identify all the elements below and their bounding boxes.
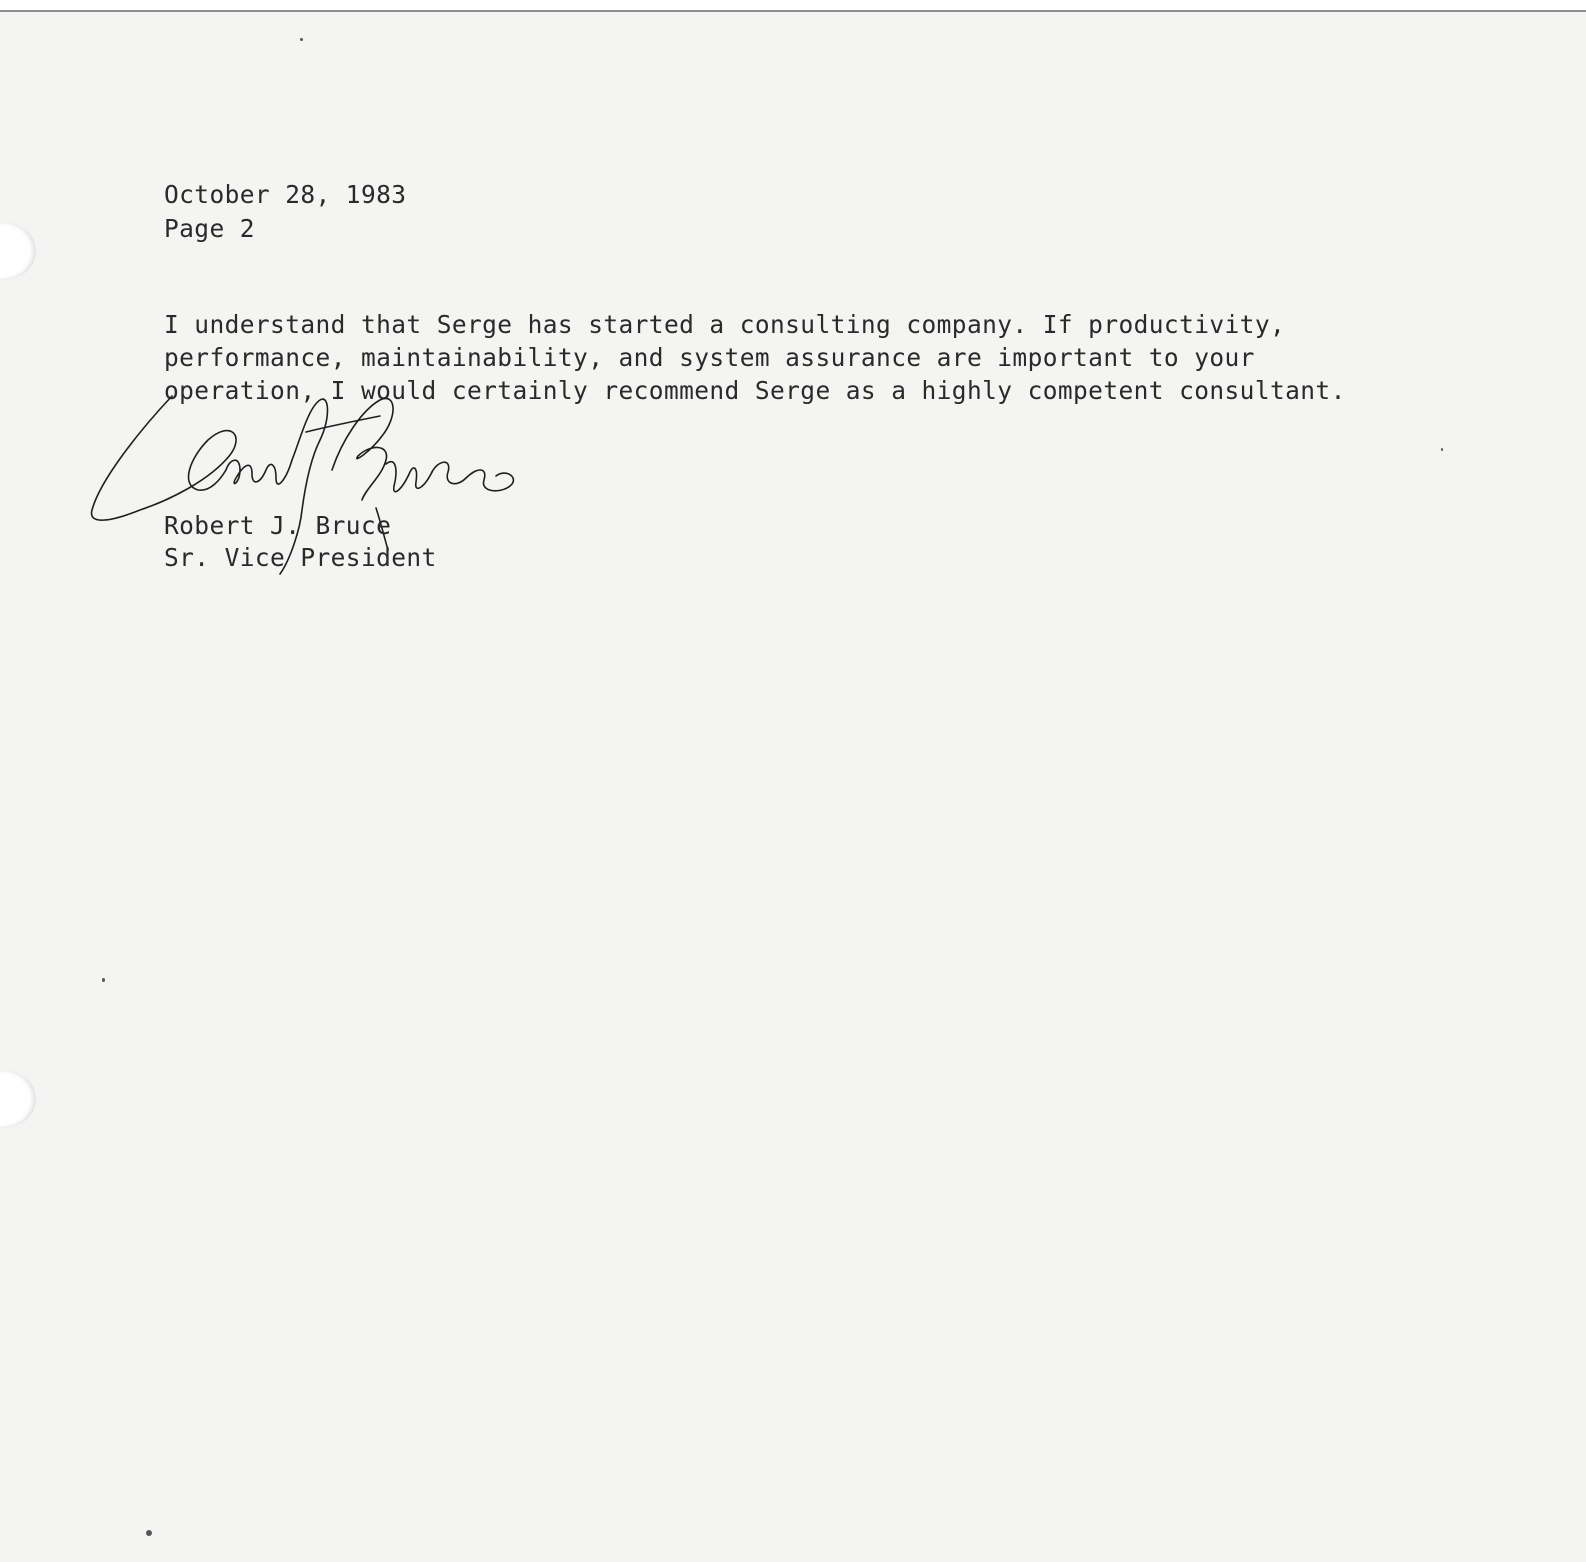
- punch-hole-lower: [0, 1070, 36, 1128]
- page-number: Page 2: [164, 214, 255, 243]
- paper-speck: [300, 38, 303, 41]
- signer-name: Robert J. Bruce: [164, 511, 392, 540]
- body-line: I understand that Serge has started a consulting company. If productivity,: [164, 310, 1286, 339]
- punch-hole-upper: [0, 222, 36, 280]
- letter-date: October 28, 1983: [164, 180, 407, 209]
- letter-header: [164, 178, 406, 246]
- paper-speck: [1441, 448, 1443, 451]
- paper-speck: [146, 1530, 152, 1536]
- body-line: operation, I would certainly recommend Serge as a highly competent consultant.: [164, 376, 1346, 405]
- paper-speck: [102, 978, 105, 982]
- page-top-edge: [0, 0, 1586, 12]
- signature-block: [164, 510, 437, 574]
- body-line: performance, maintainability, and system assurance are important to your: [164, 343, 1255, 372]
- signer-title: Sr. Vice President: [164, 543, 437, 572]
